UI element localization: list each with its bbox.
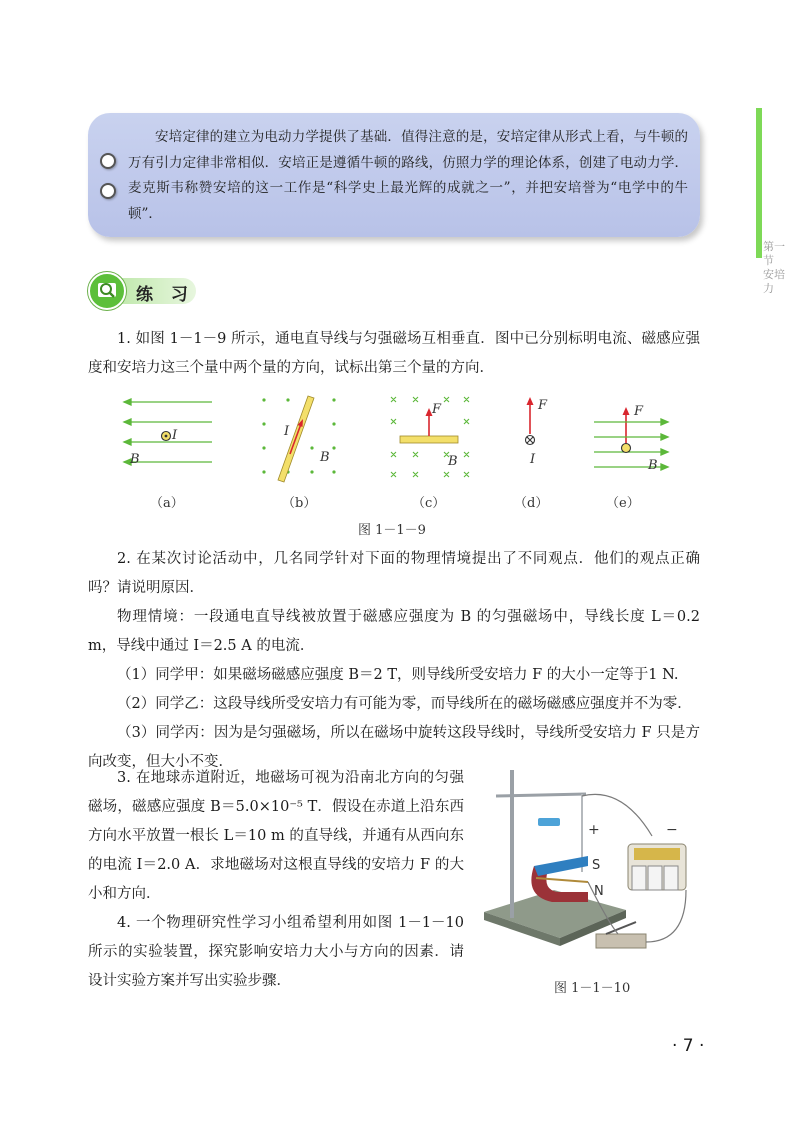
label-plus: + bbox=[588, 822, 600, 838]
chapter-side-tab bbox=[756, 108, 762, 258]
history-note-text: 安培定律的建立为电动力学提供了基础．值得注意的是，安培定律从形式上看，与牛顿的万有引力定律非常相似．安培正是遵循牛顿的路线，仿照力学的理论体系，创建了电动力学．麦克斯韦称赞安培的这一工作是“科学史上最光辉的成就之一”，并把安培誉为“电学中的牛顿”． bbox=[128, 129, 688, 222]
magnet-label-N: N bbox=[594, 884, 604, 899]
binder-ring-icon bbox=[100, 153, 116, 169]
symbol-F-c: F bbox=[432, 402, 442, 417]
question-4-text: 4. 一个物理研究性学习小组希望利用如图 1－1－10 所示的实验装置，探究影响安培力大小与方向的因素．请设计实验方案并写出实验步骤． bbox=[88, 915, 464, 989]
figure-label-e: （e） bbox=[606, 496, 640, 511]
symbol-B-b: B bbox=[320, 450, 330, 465]
figure-e-diagram bbox=[592, 392, 670, 484]
exercise-header bbox=[88, 270, 196, 310]
magnet-label-S: S bbox=[592, 858, 601, 873]
symbol-I-b: I bbox=[284, 424, 290, 439]
page-number: · 7 · bbox=[672, 1036, 705, 1056]
figure-b-diagram bbox=[258, 392, 338, 484]
figure-a-diagram bbox=[120, 392, 216, 484]
symbol-B-a: B bbox=[130, 452, 140, 467]
question-2-option-2: （2）同学乙：这段导线所受安培力有可能为零，而导线所在的磁场磁感应强度并不为零． bbox=[117, 696, 692, 712]
question-2-intro: 2. 在某次讨论活动中，几名同学针对下面的物理情境提出了不同观点．他们的观点正确吗？请说明原因． bbox=[88, 551, 700, 596]
binder-ring-icon bbox=[100, 183, 116, 199]
question-2-situation: 物理情境：一段通电直导线被放置于磁感应强度为 B 的匀强磁场中，导线长度 L＝0.2 m，导线中通过 I＝2.5 A 的电流． bbox=[88, 609, 700, 654]
symbol-B-c: B bbox=[448, 454, 458, 469]
figure-1-1-9 bbox=[110, 392, 670, 512]
symbol-F-d: F bbox=[538, 398, 548, 413]
experiment-apparatus-image bbox=[476, 762, 698, 970]
figure-1-1-9-caption: 图 1－1－9 bbox=[358, 523, 426, 538]
figure-label-b: （b） bbox=[282, 496, 317, 511]
symbol-F-e: F bbox=[634, 404, 644, 419]
figure-label-c: （c） bbox=[412, 496, 446, 511]
side-chapter-text: 第一节 安培力 bbox=[763, 240, 785, 295]
figure-label-a: （a） bbox=[150, 496, 184, 511]
history-note-box bbox=[88, 113, 700, 237]
symbol-I-a: I bbox=[172, 428, 178, 443]
question-3-text: 3. 在地球赤道附近，地磁场可视为沿南北方向的匀强磁场，磁感应强度 B＝5.0×10⁻⁵ T．假设在赤道上沿东西方向水平放置一根长 L＝10 m 的直导线，并通有从西向东的电流 I＝2.0 A．求地磁场对这根直导线的安培力 F 的大小和方向． bbox=[88, 770, 464, 902]
symbol-B-e: B bbox=[648, 458, 658, 473]
figure-1-1-10-caption: 图 1－1－10 bbox=[554, 981, 631, 996]
symbol-I-d: I bbox=[530, 452, 536, 467]
figure-c-diagram bbox=[388, 392, 472, 484]
exercise-title: 练 习 bbox=[136, 285, 194, 305]
question-2-option-3: （3）同学丙：因为是匀强磁场，所以在磁场中旋转这段导线时，导线所受安培力 F 只是方向改变，但大小不变． bbox=[88, 725, 700, 770]
figure-label-d: （d） bbox=[514, 496, 549, 511]
magnifier-book-icon bbox=[88, 272, 126, 310]
label-minus: − bbox=[666, 822, 678, 838]
question-1-text: 1. 如图 1－1－9 所示，通电直导线与匀强磁场互相垂直．图中已分别标明电流、磁感应强度和安培力这三个量中两个量的方向，试标出第三个量的方向． bbox=[88, 331, 700, 376]
question-2-option-1: （1）同学甲：如果磁场磁感应强度 B＝2 T，则导线所受安培力 F 的大小一定等于1 N. bbox=[117, 667, 679, 683]
